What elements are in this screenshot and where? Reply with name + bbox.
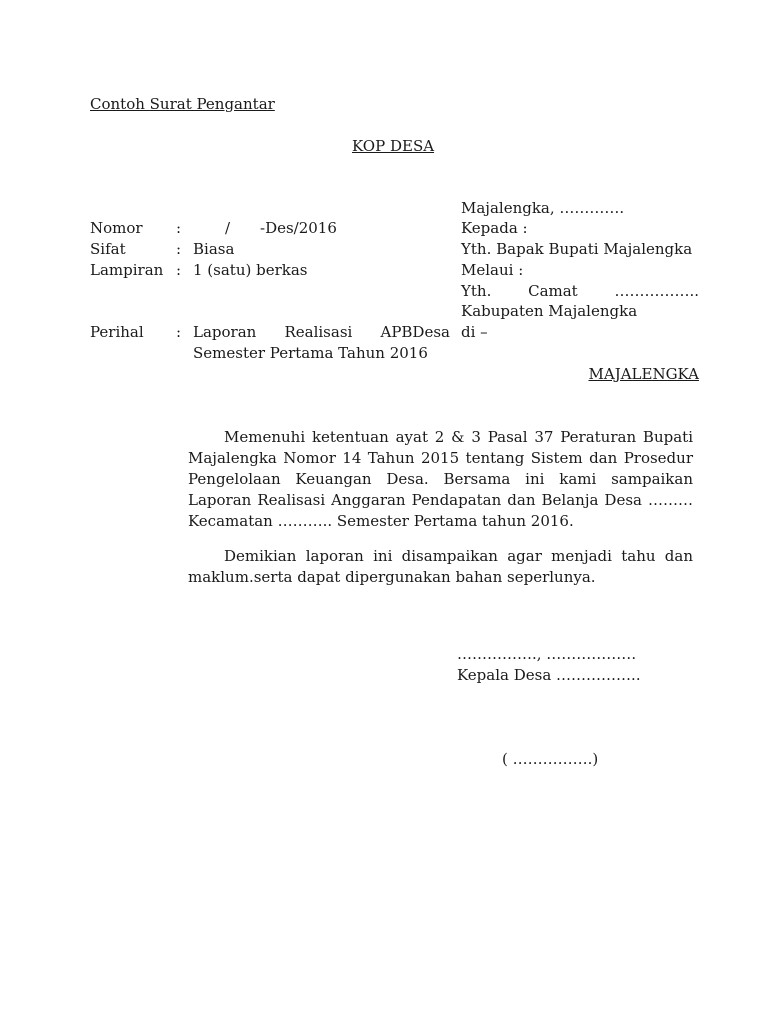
- signature-name: ( …………….): [502, 750, 599, 768]
- field-colon: :: [176, 261, 182, 279]
- signature-place-date: ……………., ………………: [457, 645, 637, 663]
- body-paragraph-1: Memenuhi ketentuan ayat 2 & 3 Pasal 37 Peraturan Bupati Majalengka Nomor 14 Tahun 2015 tentang Sistem dan Prosedur Pengelolaan Keuangan Desa. Bersama ini kami sampaikan Laporan Realisasi Anggaran Pendapatan dan Belanja Desa ……… Kecamatan ……….. Semester Pertama tahun 2016.: [188, 428, 693, 530]
- field-value: Biasa: [193, 240, 235, 258]
- field-label: Sifat: [90, 240, 126, 258]
- perihal-line-2: Semester Pertama Tahun 2016: [193, 344, 428, 362]
- camat-word: Yth.: [461, 282, 492, 300]
- place-date: Majalengka, ………….: [461, 199, 625, 217]
- perihal-line-1: [193, 322, 450, 343]
- recipient-city: MAJALENGKA: [588, 365, 699, 383]
- camat-word: Camat: [528, 282, 578, 300]
- field-sifat: [90, 239, 450, 260]
- field-label: Nomor: [90, 219, 143, 237]
- field-colon: :: [176, 240, 182, 258]
- body-paragraph-2: Demikian laporan ini disampaikan agar menjadi tahu dan maklum.serta dapat dipergunakan bahan seperlunya.: [188, 547, 693, 586]
- field-label: Perihal: [90, 323, 144, 341]
- signature-title: Kepala Desa ……………..: [457, 666, 641, 684]
- camat-word: ……………..: [614, 282, 699, 300]
- field-nomor: [90, 218, 450, 239]
- field-value: 1 (satu) berkas: [193, 261, 308, 279]
- field-lampiran: [90, 260, 450, 281]
- field-colon: :: [176, 219, 182, 237]
- field-colon: :: [176, 323, 182, 341]
- field-slash: /: [225, 219, 231, 237]
- recipient-di: di –: [461, 323, 488, 341]
- recipient-bupati: Yth. Bapak Bupati Majalengka: [461, 240, 693, 258]
- field-value: -Des/2016: [260, 219, 337, 237]
- recipient-camat: [461, 281, 699, 302]
- recipient-melalui: Melaui :: [461, 261, 524, 279]
- recipient-kepada: Kepada :: [461, 219, 528, 237]
- field-label: Lampiran: [90, 261, 164, 279]
- perihal-word: Laporan: [193, 323, 257, 341]
- recipient-kabupaten: Kabupaten Majalengka: [461, 302, 638, 320]
- letterhead-placeholder: KOP DESA: [352, 137, 435, 155]
- perihal-word: Realisasi: [284, 323, 353, 341]
- perihal-word: APBDesa: [380, 323, 450, 341]
- document-caption: Contoh Surat Pengantar: [90, 95, 275, 113]
